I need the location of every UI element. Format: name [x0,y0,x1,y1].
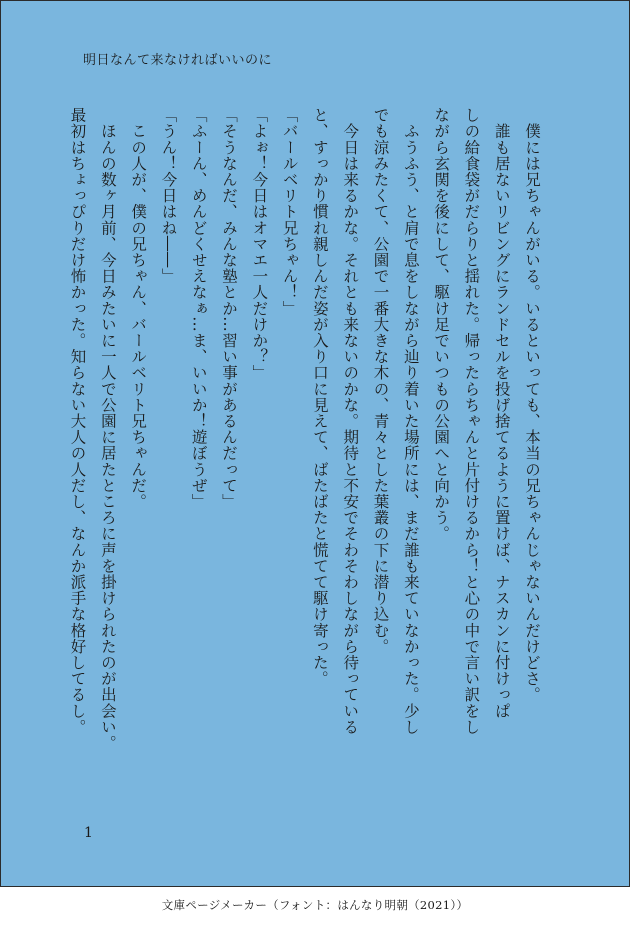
text-line: 最初はちょっぴりだけ怖かった。知らない大人の人だし、なんか派手な格好してるし。 [68,107,87,735]
page-header: 明日なんて来なければいいのに [83,53,273,68]
text-line: 「ふーん、めんどくせえなぁ…ま、いいか！遊ぼうぜ」 [189,107,208,510]
text-line: ほんの数ヶ月前、今日みたいに一人で公園に居たところに声を掛けられたのが出会い。 [98,107,117,751]
footer-caption: 文庫ページメーカー（フォント：はんなり明朝（2021）） [161,898,469,912]
text-line: 誰も居ないリビングにランドセルを投げ捨てるように置けば、ナスカンに付けっぱ [492,107,511,719]
text-line: 「そうなんだ、みんな塾とか…習い事があるんだって」 [220,107,239,510]
page-number: 1 [84,825,93,841]
text-line: ふうふう、と肩で息をしながら辿り着いた場所には、まだ誰も来ていなかった。少し [401,107,420,735]
text-line: 今日は来るかな。それとも来ないのかな。期待と不安でそわそわしながら待っている [341,107,360,735]
text-line: この人が、僕の兄ちゃん、バールベリト兄ちゃんだ。 [129,107,148,510]
text-line: でも涼みたくて、公園で一番大きな木の、青々とした葉叢の下に潜り込む。 [371,107,390,655]
text-line: しの給食袋がだらりと揺れた。帰ったらちゃんと片付けるから！と心の中で言い訳をし [462,107,481,735]
text-line: ながら玄関を後にして、駆け足でいつもの公園へと向かう。 [432,107,451,542]
vertical-body-text [62,107,547,797]
text-line: 「よぉ！今日はオマエ一人だけか？」 [250,107,269,381]
text-line: 「うん！今日はね――」 [159,107,178,285]
text-line: 「バールベリト兄ちゃん！」 [280,107,299,317]
text-line: 僕には兄ちゃんがいる。いるといっても、本当の兄ちゃんじゃないんだけどさ。 [523,107,541,703]
text-line: と、すっかり慣れ親しんだ姿が入り口に見えて、ばたばたと慌てて駆け寄った。 [310,107,329,687]
